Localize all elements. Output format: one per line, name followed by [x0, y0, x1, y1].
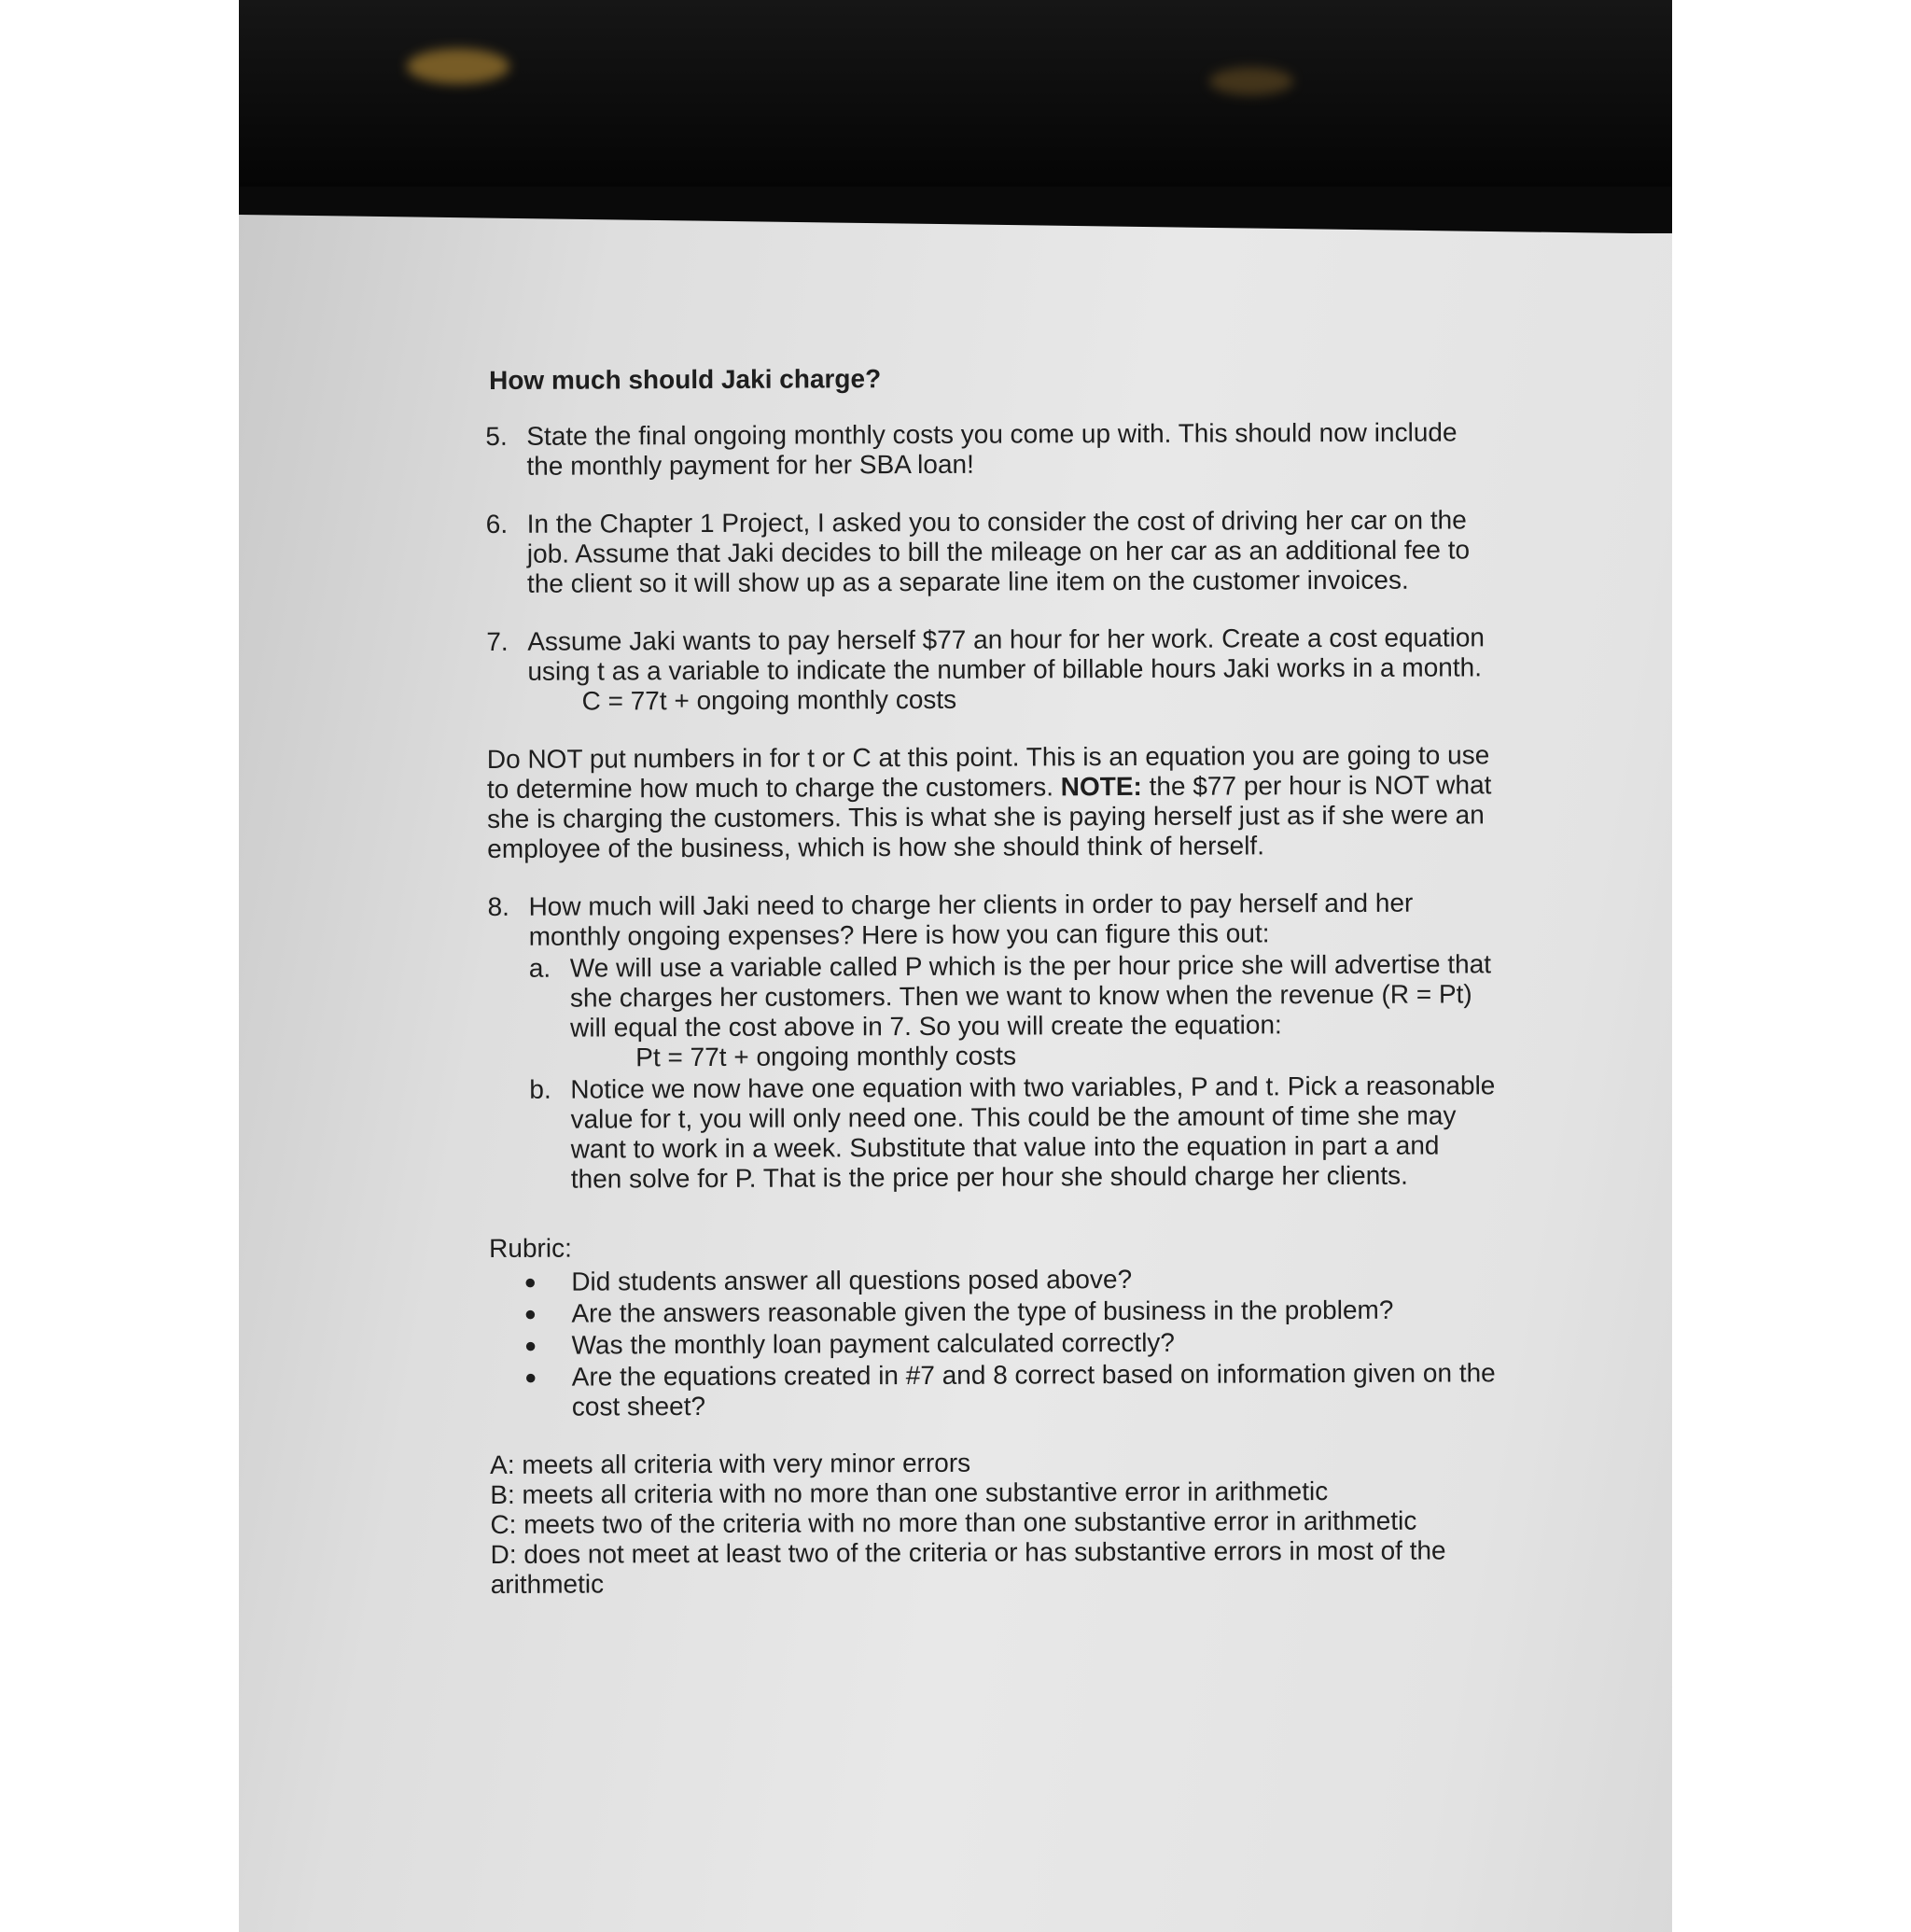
bullet-icon: ● — [523, 1269, 537, 1294]
rubric-item — [489, 1295, 1497, 1329]
document-content — [485, 361, 1499, 1600]
bullet-icon: ● — [523, 1333, 537, 1357]
question-text: State the final ongoing monthly costs you come up with. This should now include the monthly payment for her SBA loan! — [526, 417, 1458, 481]
question-number: 8. — [487, 891, 509, 921]
sub-question-b — [529, 1071, 1497, 1195]
question-number: 6. — [485, 509, 509, 539]
bullet-icon: ● — [524, 1365, 537, 1389]
grade-b: B: meets all criteria with no more than one substantive error in arithmetic — [490, 1477, 1329, 1509]
note-text: Do NOT put numbers in for t or C at this point. This is an equation you are going to use to determine how much to charge the customers. — [486, 740, 1490, 804]
light-glare — [1209, 67, 1293, 95]
rubric-title: Rubric: — [489, 1233, 572, 1263]
note-paragraph — [487, 740, 1496, 864]
grade-scale — [490, 1446, 1499, 1600]
grade-d: D: does not meet at least two of the criteria or has substantive errors in most of the arithmetic — [490, 1535, 1446, 1599]
question-text: How much will Jaki need to charge her clients in order to pay herself and her monthly ongoing expenses? Here is how you can figure this out: — [528, 888, 1414, 951]
light-glare — [407, 49, 509, 84]
question-number: 5. — [485, 421, 508, 451]
rubric-item-text: Are the answers reasonable given the type of business in the problem? — [571, 1295, 1394, 1328]
sub-question-text: We will use a variable called P which is the per hour price she will advertise that she charges her customers. Then we want to know when the revenue (R = Pt) will equal the cost above in 7. So you will create the equation: — [569, 949, 1492, 1043]
sub-question-text: Notice we now have one equation with two variables, P and t. Pick a reasonable value for t, you will only need one. This could be the amount of time she may want to work in a week. Substitute that value into the equation in part a and then solve for P. That is the price per hour she should charge her clients. — [570, 1071, 1496, 1194]
dark-background-band — [239, 0, 1672, 187]
rubric-item — [490, 1358, 1498, 1422]
rubric-list — [489, 1263, 1498, 1422]
bullet-icon: ● — [523, 1301, 537, 1325]
cost-equation: C = 77t + ongoing monthly costs — [581, 684, 957, 716]
rubric-item — [489, 1263, 1497, 1297]
sub-question-label: b. — [529, 1074, 551, 1104]
sub-question-label: a. — [528, 953, 551, 983]
question-text: In the Chapter 1 Project, I asked you to consider the cost of driving her car on the job. Assume that Jaki decides to bill the mileage on her car as an additional fee to the client so it will show up as a separate line item on the customer invoices. — [526, 505, 1471, 598]
sub-question-a — [529, 949, 1497, 1073]
note-text: the $77 per hour is NOT what she is charging the customers. This is what she is paying herself just as if she were an employee of the business, which is how she should think of herself. — [487, 770, 1492, 863]
document-title: How much should Jaki charge? — [488, 364, 882, 395]
rubric-item-text: Are the equations created in #7 and 8 correct based on information given on the cost sheet? — [571, 1358, 1496, 1421]
question-6 — [486, 505, 1494, 599]
question-number: 7. — [486, 626, 509, 656]
question-5 — [485, 417, 1493, 482]
question-7 — [486, 623, 1494, 717]
question-text: Assume Jaki wants to pay herself $77 an hour for her work. Create a cost equation using t as a variable to indicate the number of billable hours Jaki works in a month. — [527, 623, 1486, 686]
note-label: NOTE: — [1060, 771, 1142, 802]
grade-c: C: meets two of the criteria with no more than one substantive error in arithmetic — [490, 1505, 1417, 1539]
rubric-item — [490, 1326, 1498, 1361]
rubric-item-text: Did students answer all questions posed above? — [571, 1264, 1133, 1296]
rubric-item-text: Was the monthly loan payment calculated correctly? — [571, 1327, 1176, 1360]
price-equation: Pt = 77t + ongoing monthly costs — [635, 1041, 1017, 1072]
question-8 — [487, 888, 1496, 1195]
grade-a: A: meets all criteria with very minor errors — [490, 1448, 971, 1479]
